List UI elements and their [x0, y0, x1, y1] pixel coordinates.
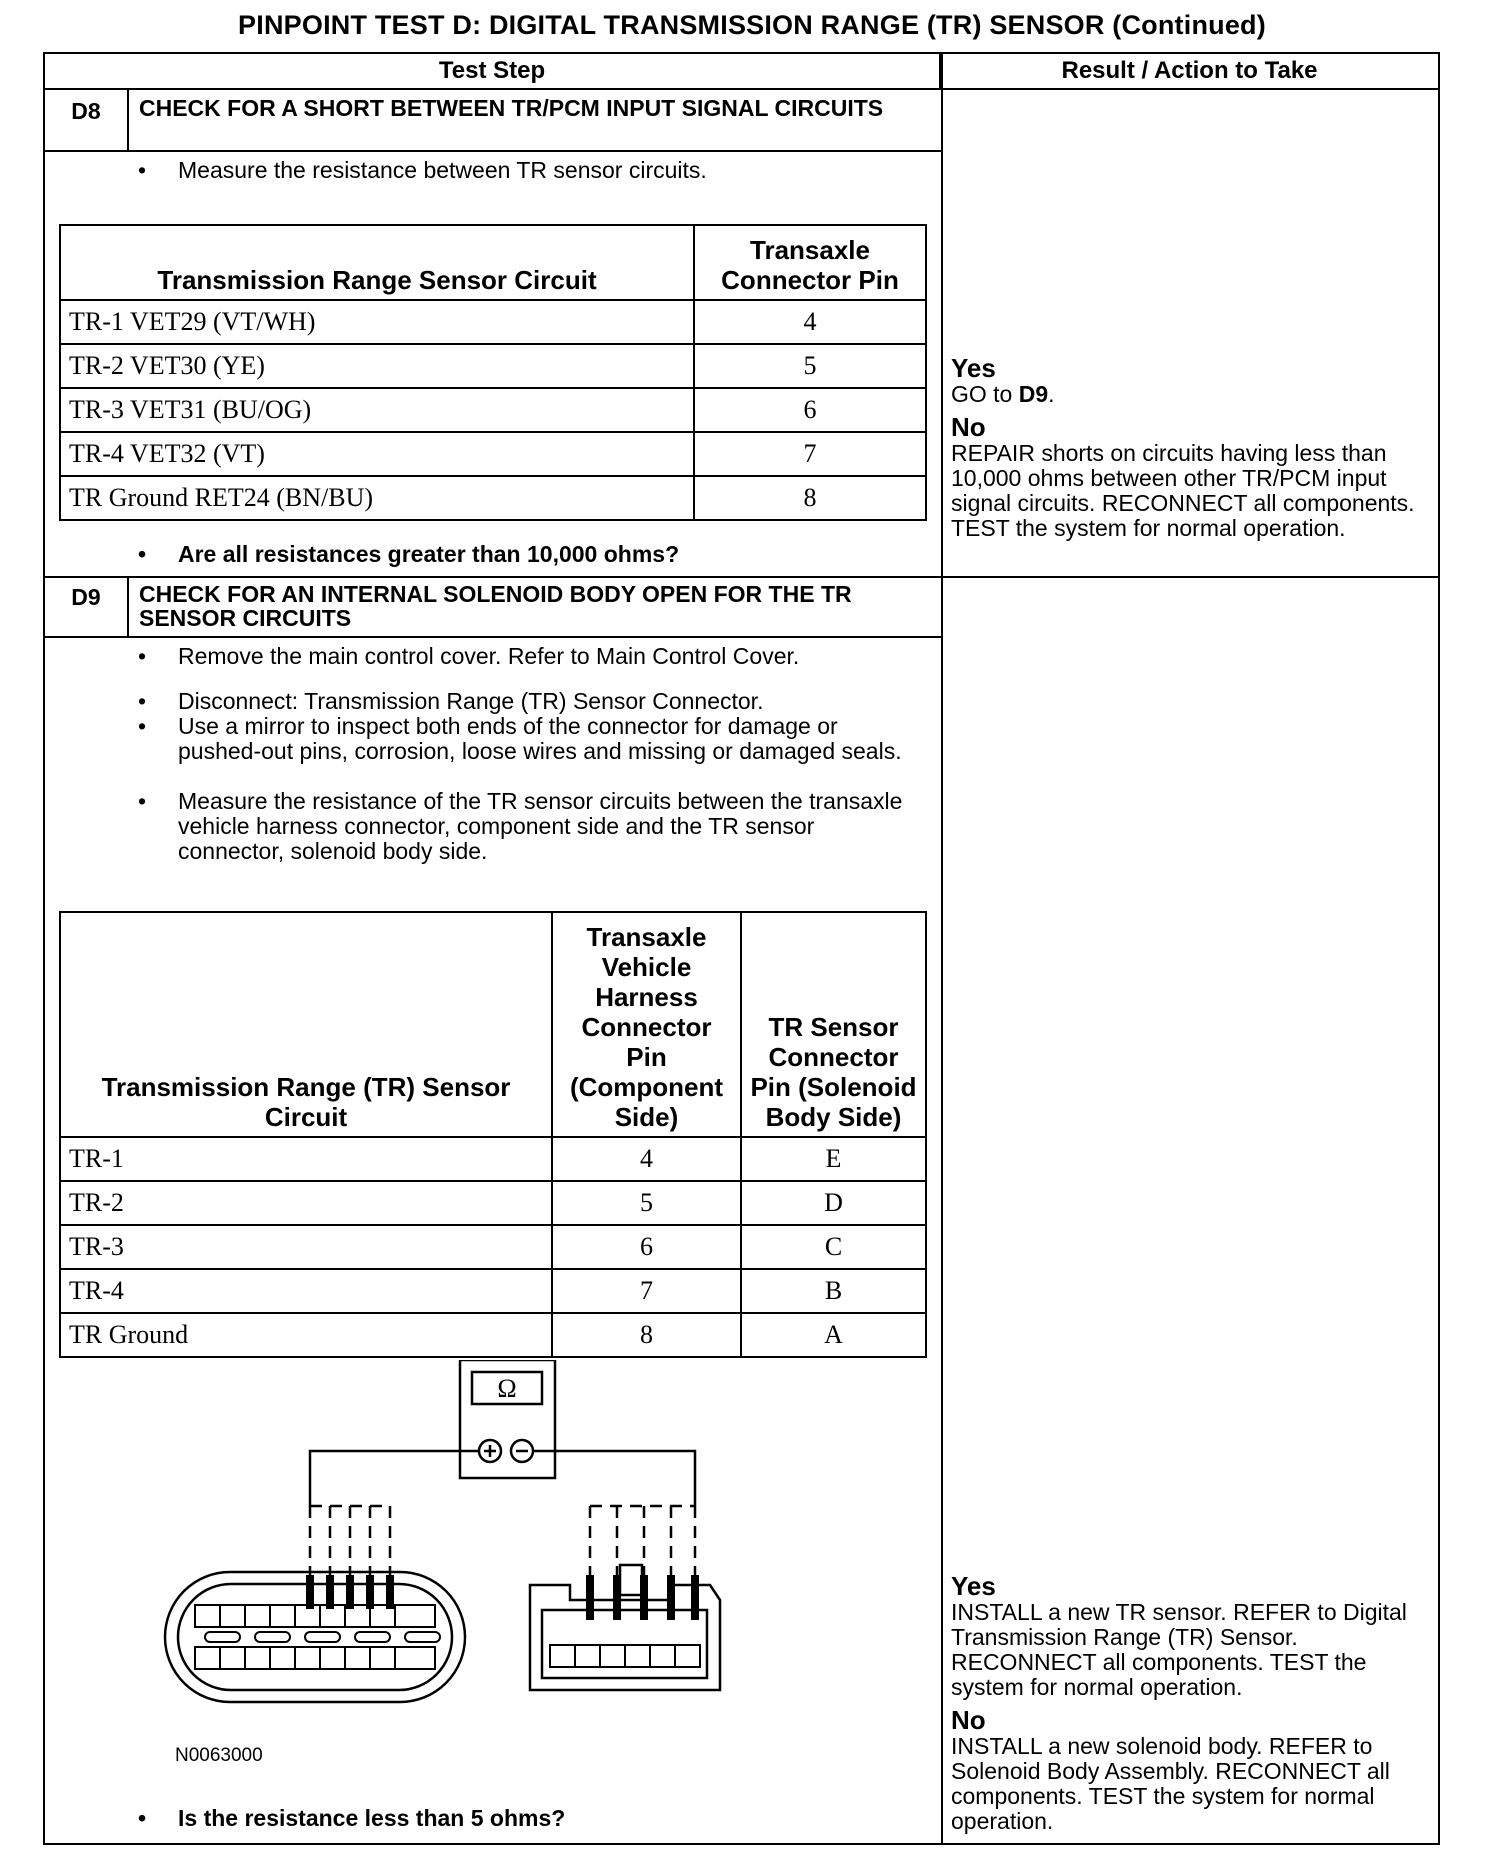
d8-pin-cell: 8	[694, 476, 926, 520]
page-title: PINPOINT TEST D: DIGITAL TRANSMISSION RANGE (TR) SENSOR (Continued)	[238, 10, 1266, 40]
column-divider	[941, 54, 943, 1843]
step-d8-result	[951, 354, 1436, 547]
d9-sensor-pin-cell: B	[741, 1269, 926, 1313]
step-d8-id: D8	[71, 98, 101, 124]
harness-connector-icon	[165, 1572, 465, 1702]
d9-circuit-cell: TR-3	[60, 1225, 552, 1269]
d8-yes-label: Yes	[951, 353, 996, 383]
step-d9-action-2: • Disconnect: Transmission Range (TR) Sensor Connector.	[138, 689, 918, 714]
step-d9-title-divider	[45, 636, 941, 638]
step-d9-result	[951, 1572, 1436, 1840]
table-row	[60, 388, 926, 432]
step-d8-title-divider	[45, 150, 941, 152]
d9-circuit-cell: TR Ground	[60, 1313, 552, 1357]
d9-header-circuit: Transmission Range (TR) Sensor Circuit	[60, 912, 552, 1137]
table-row	[60, 432, 926, 476]
d9-sensor-pin-cell: E	[741, 1137, 926, 1181]
d9-harness-pin-cell: 4	[552, 1137, 741, 1181]
step-d9-action-4: • Measure the resistance of the TR sensor circuits between the transaxle vehicle harness connector, component side and the TR sensor connector, solenoid body side.	[138, 789, 918, 864]
d9-harness-pin-cell: 7	[552, 1269, 741, 1313]
step-d9-action-1: • Remove the main control cover. Refer to Main Control Cover.	[138, 644, 918, 669]
d9-sensor-pin-cell: D	[741, 1181, 926, 1225]
step-d9-id-divider	[127, 578, 129, 638]
d9-harness-pin-cell: 6	[552, 1225, 741, 1269]
d8-circuit-cell: TR Ground RET24 (BN/BU)	[60, 476, 694, 520]
d9-circuit-table	[59, 911, 927, 1358]
d8-yes-ref: D9	[1018, 381, 1049, 407]
d8-yes-text: GO to D9.	[951, 381, 1055, 407]
step-d8-id-divider	[127, 90, 129, 152]
d8-pin-cell: 7	[694, 432, 926, 476]
step-d8-title: CHECK FOR A SHORT BETWEEN TR/PCM INPUT SIGNAL CIRCUITS	[139, 95, 884, 121]
table-row	[60, 1181, 926, 1225]
d9-header-harness-pin: Transaxle Vehicle Harness Connector Pin (Component Side)	[552, 912, 741, 1137]
d9-harness-pin-cell: 8	[552, 1313, 741, 1357]
ohm-symbol: Ω	[497, 1374, 517, 1403]
header-test-step: Test Step	[45, 54, 941, 90]
step-d9-action-3: • Use a mirror to inspect both ends of the connector for damage or pushed-out pins, corrosion, loose wires and missing or damaged seals.	[138, 714, 918, 764]
d8-header-circuit: Transmission Range Sensor Circuit	[60, 225, 694, 300]
d9-circuit-cell: TR-4	[60, 1269, 552, 1313]
d8-header-pin: Transaxle Connector Pin	[694, 225, 926, 300]
d9-no-text: INSTALL a new solenoid body. REFER to Solenoid Body Assembly. RECONNECT all components. TEST the system for normal operation.	[951, 1733, 1390, 1834]
d9-no-label: No	[951, 1705, 986, 1735]
d9-harness-pin-cell: 5	[552, 1181, 741, 1225]
table-row	[60, 1137, 926, 1181]
table-row	[60, 300, 926, 344]
header-result-action: Result / Action to Take	[941, 54, 1438, 90]
d8-circuit-cell: TR-3 VET31 (BU/OG)	[60, 388, 694, 432]
ohmmeter-connector-diagram	[150, 1360, 790, 1720]
table-row	[60, 1269, 926, 1313]
d8-circuit-cell: TR-4 VET32 (VT)	[60, 432, 694, 476]
d9-yes-label: Yes	[951, 1571, 996, 1601]
d9-header-sensor-pin: TR Sensor Connector Pin (Solenoid Body Side)	[741, 912, 926, 1137]
step-d9-id: D9	[71, 584, 101, 610]
table-row	[60, 344, 926, 388]
d8-pin-cell: 6	[694, 388, 926, 432]
step-d9-title: CHECK FOR AN INTERNAL SOLENOID BODY OPEN FOR THE TR SENSOR CIRCUITS	[139, 581, 852, 631]
d8-circuit-table	[59, 224, 927, 521]
d9-sensor-pin-cell: C	[741, 1225, 926, 1269]
d8-circuit-cell: TR-1 VET29 (VT/WH)	[60, 300, 694, 344]
d9-circuit-cell: TR-1	[60, 1137, 552, 1181]
table-row	[60, 1225, 926, 1269]
d8-pin-cell: 4	[694, 300, 926, 344]
d9-yes-text: INSTALL a new TR sensor. REFER to Digital Transmission Range (TR) Sensor. RECONNECT all components. TEST the system for normal operation.	[951, 1599, 1407, 1700]
d8-no-label: No	[951, 412, 986, 442]
step-d8-question: • Are all resistances greater than 10,000 ohms?	[138, 542, 918, 567]
table-row	[60, 1313, 926, 1357]
table-row	[60, 476, 926, 520]
step-d9-question: • Is the resistance less than 5 ohms?	[138, 1806, 918, 1831]
d8-no-text: REPAIR shorts on circuits having less than 10,000 ohms between other TR/PCM input signal circuits. RECONNECT all components. TEST the system for normal operation.	[951, 440, 1415, 541]
d9-circuit-cell: TR-2	[60, 1181, 552, 1225]
figure-id: N0063000	[175, 1745, 263, 1766]
step-d8-action-1: • Measure the resistance between TR sensor circuits.	[138, 158, 918, 183]
step-divider	[45, 576, 1438, 578]
d8-circuit-cell: TR-2 VET30 (YE)	[60, 344, 694, 388]
d9-sensor-pin-cell: A	[741, 1313, 926, 1357]
d8-pin-cell: 5	[694, 344, 926, 388]
